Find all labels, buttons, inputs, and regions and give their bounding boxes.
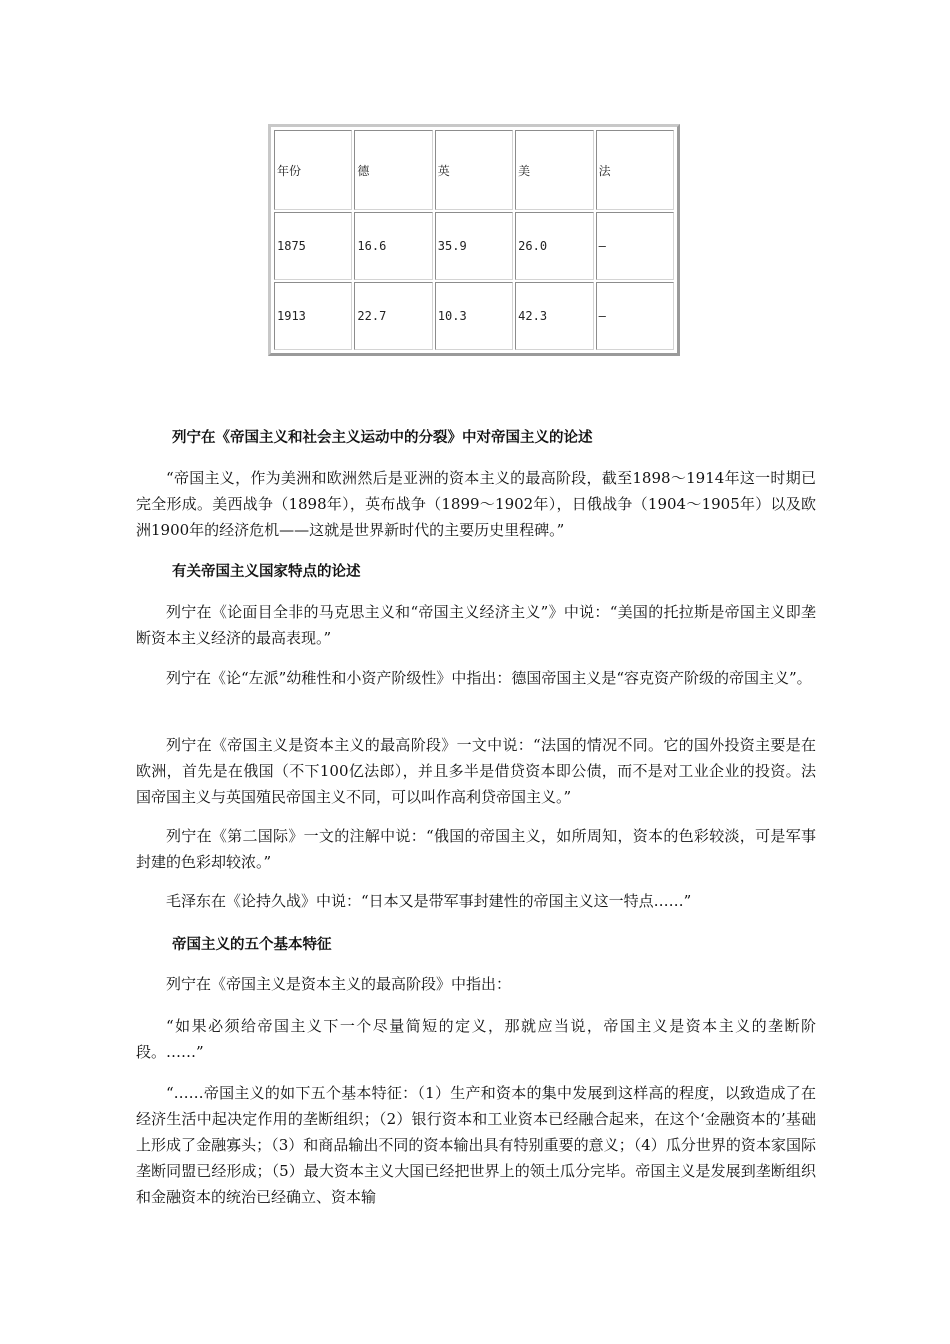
section2-paragraph-4: 列宁在《第二国际》一文的注解中说：“俄国的帝国主义，如所周知，资本的色彩较淡，可是军事封建的色彩却较浓。” <box>136 827 816 871</box>
table-cell: 1913 <box>274 282 352 350</box>
table-cell: — <box>596 282 674 350</box>
section3-paragraph-1: 列宁在《帝国主义是资本主义的最高阶段》中指出： <box>166 975 512 993</box>
section1-paragraph: “帝国主义，作为美洲和欧洲然后是亚洲的资本主义的最高阶段，截至1898～1914年这一时期已完全形成。美西战争（1898年），英布战争（1899～1902年），日俄战争（1904～1905年）以及欧洲1900年的经济危机——这就是世界新时代的主要历史里程碑。” <box>136 469 816 539</box>
section2-paragraph-5: 毛泽东在《论持久战》中说：“日本又是带军事封建性的帝国主义这一特点……” <box>166 892 692 910</box>
data-table <box>268 124 680 356</box>
header-cell: 美 <box>515 130 593 210</box>
section1-heading: 列宁在《帝国主义和社会主义运动中的分裂》中对帝国主义的论述 <box>172 430 593 446</box>
section2-paragraph-3: 列宁在《帝国主义是资本主义的最高阶段》一文中说：“法国的情况不同。它的国外投资主要是在欧洲，首先是在俄国（不下100亿法郎），并且多半是借贷资本即公债，而不是对工业企业的投资。法国帝国主义与英国殖民帝国主义不同，可以叫作高利贷帝国主义。” <box>136 736 816 806</box>
header-cell: 年份 <box>274 130 352 210</box>
table-header-row <box>274 130 674 210</box>
header-cell: 德 <box>354 130 432 210</box>
table-grid <box>272 128 676 352</box>
header-cell: 法 <box>596 130 674 210</box>
table-cell: 16.6 <box>354 212 432 280</box>
header-cell: 英 <box>435 130 513 210</box>
table-cell: 42.3 <box>515 282 593 350</box>
table-cell: 22.7 <box>354 282 432 350</box>
table-cell: 10.3 <box>435 282 513 350</box>
table-row <box>274 212 674 280</box>
section2-heading: 有关帝国主义国家特点的论述 <box>172 564 361 580</box>
table-cell: 1875 <box>274 212 352 280</box>
section3-heading: 帝国主义的五个基本特征 <box>172 937 332 953</box>
table-cell: 35.9 <box>435 212 513 280</box>
table-cell: 26.0 <box>515 212 593 280</box>
table-cell: — <box>596 212 674 280</box>
table-row <box>274 282 674 350</box>
section2-paragraph-1: 列宁在《论面目全非的马克思主义和“帝国主义经济主义”》中说：“美国的托拉斯是帝国主义即垄断资本主义经济的最高表现。” <box>136 603 816 647</box>
section3-paragraph-3: “……帝国主义的如下五个基本特征：（1）生产和资本的集中发展到这样高的程度，以致造成了在经济生活中起决定作用的垄断组织；（2）银行资本和工业资本已经融合起来，在这个‘金融资本的’基础上形成了金融寡头；（3）和商品输出不同的资本输出具有特别重要的意义；（4）瓜分世界的资本家国际垄断同盟已经形成；（5）最大资本主义大国已经把世界上的领土瓜分完毕。帝国主义是发展到垄断组织和金融资本的统治已经确立、资本输 <box>136 1084 816 1206</box>
section3-paragraph-2: “如果必须给帝国主义下一个尽量简短的定义，那就应当说，帝国主义是资本主义的垄断阶段。……” <box>136 1017 816 1061</box>
section2-paragraph-2: 列宁在《论“左派”幼稚性和小资产阶级性》中指出：德国帝国主义是“容克资产阶级的帝国主义”。 <box>166 669 812 687</box>
